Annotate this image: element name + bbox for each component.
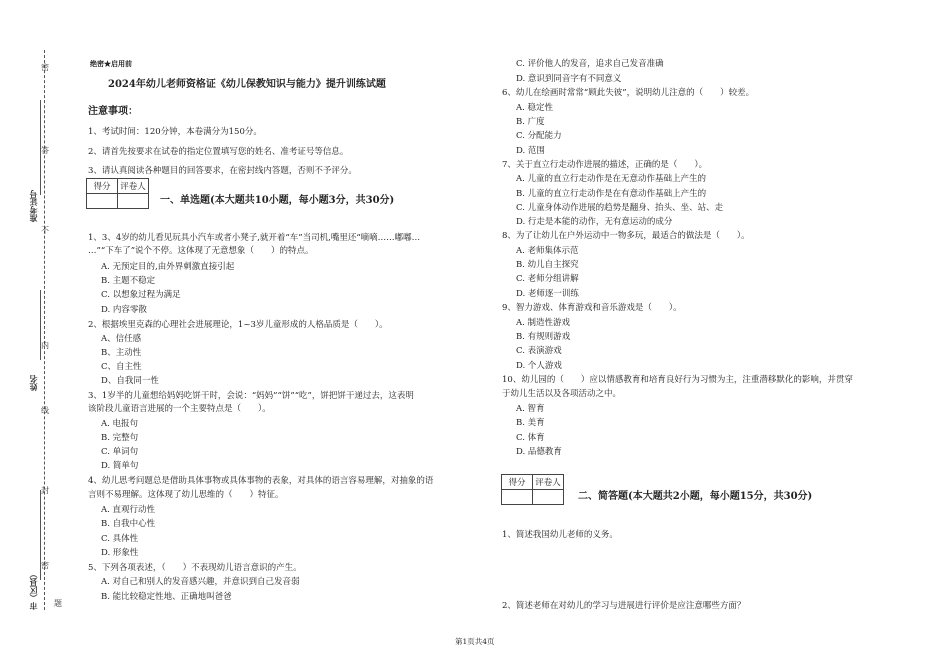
question-line: C、自主性 xyxy=(101,362,142,372)
seal-mark: 封 xyxy=(41,486,49,495)
seal-mark: 题 xyxy=(54,599,62,608)
question-line: D、自我同一性 xyxy=(101,376,159,386)
question-line: C. 评价他人的发音，追求自己发音准确 xyxy=(516,59,664,69)
question-line: B、主动性 xyxy=(101,348,142,358)
question-line: D. 行走是本能的动作，无有意运动的成分 xyxy=(516,217,673,227)
question-line: C. 表演游戏 xyxy=(516,346,562,356)
question-line: 于幼儿生活以及各项活动之中。 xyxy=(502,389,622,399)
question-line: 3、1岁半的儿童想给妈妈吃饼干时，会说：“妈妈”“饼”“吃”，饼把饼干递过去，这表明 xyxy=(88,391,414,401)
question-line: A、信任感 xyxy=(101,334,142,344)
score-box xyxy=(501,474,564,505)
question-line: D. 意识到同音字有不同意义 xyxy=(516,74,622,84)
question-line: C. 具体性 xyxy=(101,534,139,544)
district-label: 市（区县） xyxy=(29,570,38,610)
notes-heading: 注意事项： xyxy=(88,106,138,117)
page-footer: 第1页共4页 xyxy=(455,637,495,646)
question-line: B. 能比较稳定性地、正确地叫爸爸 xyxy=(101,592,232,602)
question-line: 7、关于直立行走动作进展的描述，正确的是（ ）。 xyxy=(502,160,708,170)
question-line: …”“下车了”说个不停。这体现了无意想象（ ）的特点。 xyxy=(88,246,314,256)
seal-mark: 答 xyxy=(41,146,49,155)
question-line: A. 对自己和别人的发音感兴趣，并意识到自己发音弱 xyxy=(101,577,300,587)
score-cell: 得分 xyxy=(502,475,533,490)
question-line: B. 幼儿自主探究 xyxy=(516,260,579,270)
question-line: A. 无预定目的,由外界刺激直接引起 xyxy=(101,262,235,272)
question-line: 2、根据埃里克森的心理社会进展理论，1~3岁儿童形成的人格品质是（ ）。 xyxy=(88,320,388,330)
question-line: 9、智力游戏、体育游戏和音乐游戏是（ ）。 xyxy=(502,303,682,313)
score-cell: 得分 xyxy=(87,179,118,194)
question-line: 5、下列各项表述，（ ）不表现幼儿语言意识的产生。 xyxy=(88,563,302,573)
section-title: 二、简答题(本大题共2小题，每小题15分，共30分) xyxy=(578,491,813,502)
question-line: C. 以想象过程为满足 xyxy=(101,290,181,300)
seal-mark: 内 xyxy=(41,341,49,350)
seal-mark: 密 xyxy=(41,63,49,72)
note-item: 1、考试时间：120分钟，本卷满分为150分。 xyxy=(88,127,262,137)
grader-cell: 评卷人 xyxy=(533,475,564,490)
note-item: 2、请首先按要求在试卷的指定位置填写您的姓名、准考证号等信息。 xyxy=(88,147,349,157)
seal-mark: 线 xyxy=(41,406,49,415)
question-line: A. 儿童的直立行走动作是在无意动作基础上产生的 xyxy=(516,174,707,184)
question-line: B. 主题不稳定 xyxy=(101,276,156,286)
question-line: A. 制造性游戏 xyxy=(516,318,571,328)
question-line: 6、幼儿在绘画时常常“顾此失彼”，说明幼儿注意的（ ）较差。 xyxy=(502,88,755,98)
question-line: 4、幼儿思考问题总是借助具体事物或具体事物的表象，对具体的语言容易理解，对抽象的语 xyxy=(88,476,434,486)
grader-cell: 评卷人 xyxy=(118,179,149,194)
page-title: 2024年幼儿老师资格证《幼儿保教知识与能力》提升训练试题 xyxy=(108,79,386,90)
question-line: A. 电报句 xyxy=(101,419,139,429)
question-line: A. 稳定性 xyxy=(516,103,554,113)
question-line: 1、3、4岁的幼儿看见玩具小汽车或者小凳子,就开着“车”当司机,嘴里还“嘀嘀……嘟嘟… xyxy=(88,233,421,243)
section-title: 一、单选题(本大题共10小题，每小题3分，共30分) xyxy=(160,195,395,206)
question-line: B. 美育 xyxy=(516,418,545,428)
question-line: B. 广度 xyxy=(516,117,545,127)
seal-mark: 密 xyxy=(41,561,49,570)
name-label: 姓名 xyxy=(29,375,38,391)
question-line: C. 老师分组讲解 xyxy=(516,274,579,284)
question-line: 10、幼儿园的（ ）应以情感教育和培育良好行为习惯为主，注重潜移默化的影响，并贯穿 xyxy=(502,375,853,385)
question-line: B. 自我中心性 xyxy=(101,519,156,529)
question-line: D. 老师逐一训练 xyxy=(516,289,579,299)
question-line: 言则不易理解。这体现了幼儿思维的（ ）特征。 xyxy=(88,490,284,500)
question-line: 8、为了让幼儿在户外运动中一物多玩，最适合的做法是（ ）。 xyxy=(502,231,750,241)
question-line: A. 老师集体示范 xyxy=(516,246,579,256)
question-line: A. 智育 xyxy=(516,404,545,414)
question-line: B. 完整句 xyxy=(101,433,139,443)
short-answer-question: 1、简述我国幼儿老师的义务。 xyxy=(502,530,618,540)
question-line: B. 有规则游戏 xyxy=(516,332,571,342)
question-line: D. 品德教育 xyxy=(516,447,562,457)
question-line: B. 儿童的直立行走动作是在有意动作基础上产生的 xyxy=(516,189,707,199)
question-line: C. 单词句 xyxy=(101,447,139,457)
exam-id-label: 准考证号 xyxy=(29,190,38,222)
question-line: C. 体育 xyxy=(516,433,545,443)
question-line: 该阶段儿童语言进展的一个主要特点是（ ）。 xyxy=(88,404,271,414)
short-answer-question: 2、简述老师在对幼儿的学习与进展进行评价是应注意哪些方面？ xyxy=(502,601,746,611)
secret-label: 绝密★启用前 xyxy=(90,59,132,68)
question-line: D. 内容零散 xyxy=(101,305,147,315)
question-line: C. 儿童身体动作进展的趋势是翻身、抬头、坐、站、走 xyxy=(516,203,724,213)
question-line: D. 个人游戏 xyxy=(516,361,562,371)
score-box xyxy=(86,178,149,209)
question-line: D. 形象性 xyxy=(101,548,139,558)
seal-mark: 不 xyxy=(41,226,49,235)
note-item: 3、请认真阅读各种题目的回答要求，在密封线内答题，否则不予评分。 xyxy=(88,166,357,176)
question-line: C. 分配能力 xyxy=(516,131,562,141)
question-line: A. 直观行动性 xyxy=(101,505,156,515)
question-line: D. 范围 xyxy=(516,146,545,156)
question-line: D. 简单句 xyxy=(101,461,139,471)
binding-line xyxy=(44,50,45,610)
